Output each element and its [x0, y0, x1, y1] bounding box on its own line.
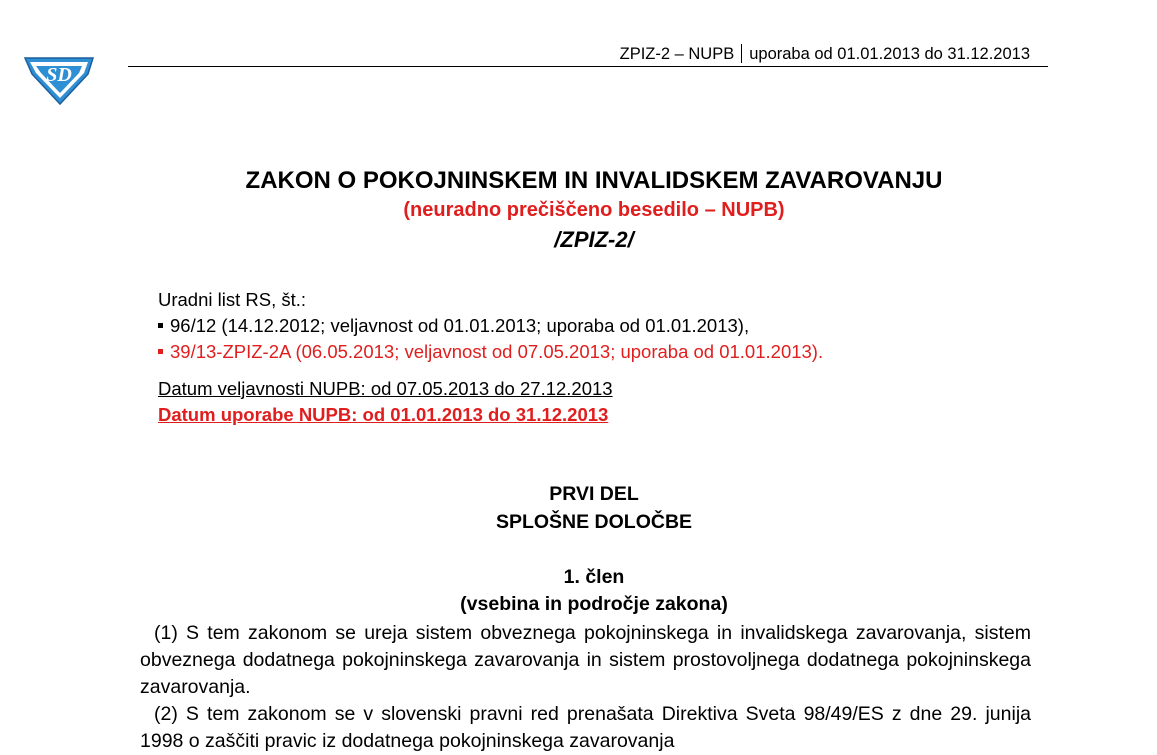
article-paragraph: (1) S tem zakonom se ureja sistem obveznega pokojninskega in invalidskega zavarovanja, sistem obveznega dodatnega pokojninskega zavarovanja in sistem prostovoljnega dodatnega pokojninskega zavarovanja. — [140, 622, 1031, 698]
header-doc-code: ZPIZ-2 – NUPB — [619, 45, 735, 63]
article-heading: (vsebina in področje zakona) — [460, 593, 728, 615]
header-separator — [741, 44, 742, 63]
validity-block — [158, 376, 613, 428]
gazette-item — [158, 313, 823, 339]
header-rule — [128, 66, 1048, 67]
gazette-list — [158, 287, 823, 365]
gazette-item-text: 96/12 (14.12.2012; veljavnost od 01.01.2013; uporaba od 01.01.2013), — [170, 315, 750, 336]
bullet-icon — [158, 349, 163, 354]
usage-date: Datum uporabe NUPB: od 01.01.2013 do 31.12.2013 — [158, 404, 609, 425]
validity-date: Datum veljavnosti NUPB: od 07.05.2013 do 27.12.2013 — [158, 378, 613, 399]
law-abbreviation: /ZPIZ-2/ — [554, 227, 634, 252]
article-body — [140, 620, 1031, 755]
running-header — [128, 44, 1048, 64]
part-name: SPLOŠNE DOLOČBE — [495, 511, 693, 533]
part-number: PRVI DEL — [549, 483, 639, 505]
law-subtitle: (neuradno prečiščeno besedilo – NUPB) — [403, 199, 785, 221]
header-usage-range: uporaba od 01.01.2013 do 31.12.2013 — [749, 45, 1030, 63]
svg-text:SD: SD — [46, 64, 72, 86]
sd-shield-logo-icon — [22, 48, 96, 106]
law-title: ZAKON O POKOJNINSKEM IN INVALIDSKEM ZAVAROVANJU — [245, 167, 943, 194]
gazette-label: Uradni list RS, št.: — [158, 289, 307, 310]
gazette-item — [158, 339, 823, 365]
bullet-icon — [158, 323, 163, 328]
article-paragraph: (2) S tem zakonom se v slovenski pravni red prenašata Direktiva Sveta 98/49/ES z dne 29. junija 1998 o zaščiti pravic iz dodatnega pokojninskega zavarovanja — [140, 703, 1031, 752]
gazette-item-text: 39/13-ZPIZ-2A (06.05.2013; veljavnost od 07.05.2013; uporaba od 01.01.2013). — [170, 341, 824, 362]
article-number: 1. člen — [563, 566, 625, 588]
